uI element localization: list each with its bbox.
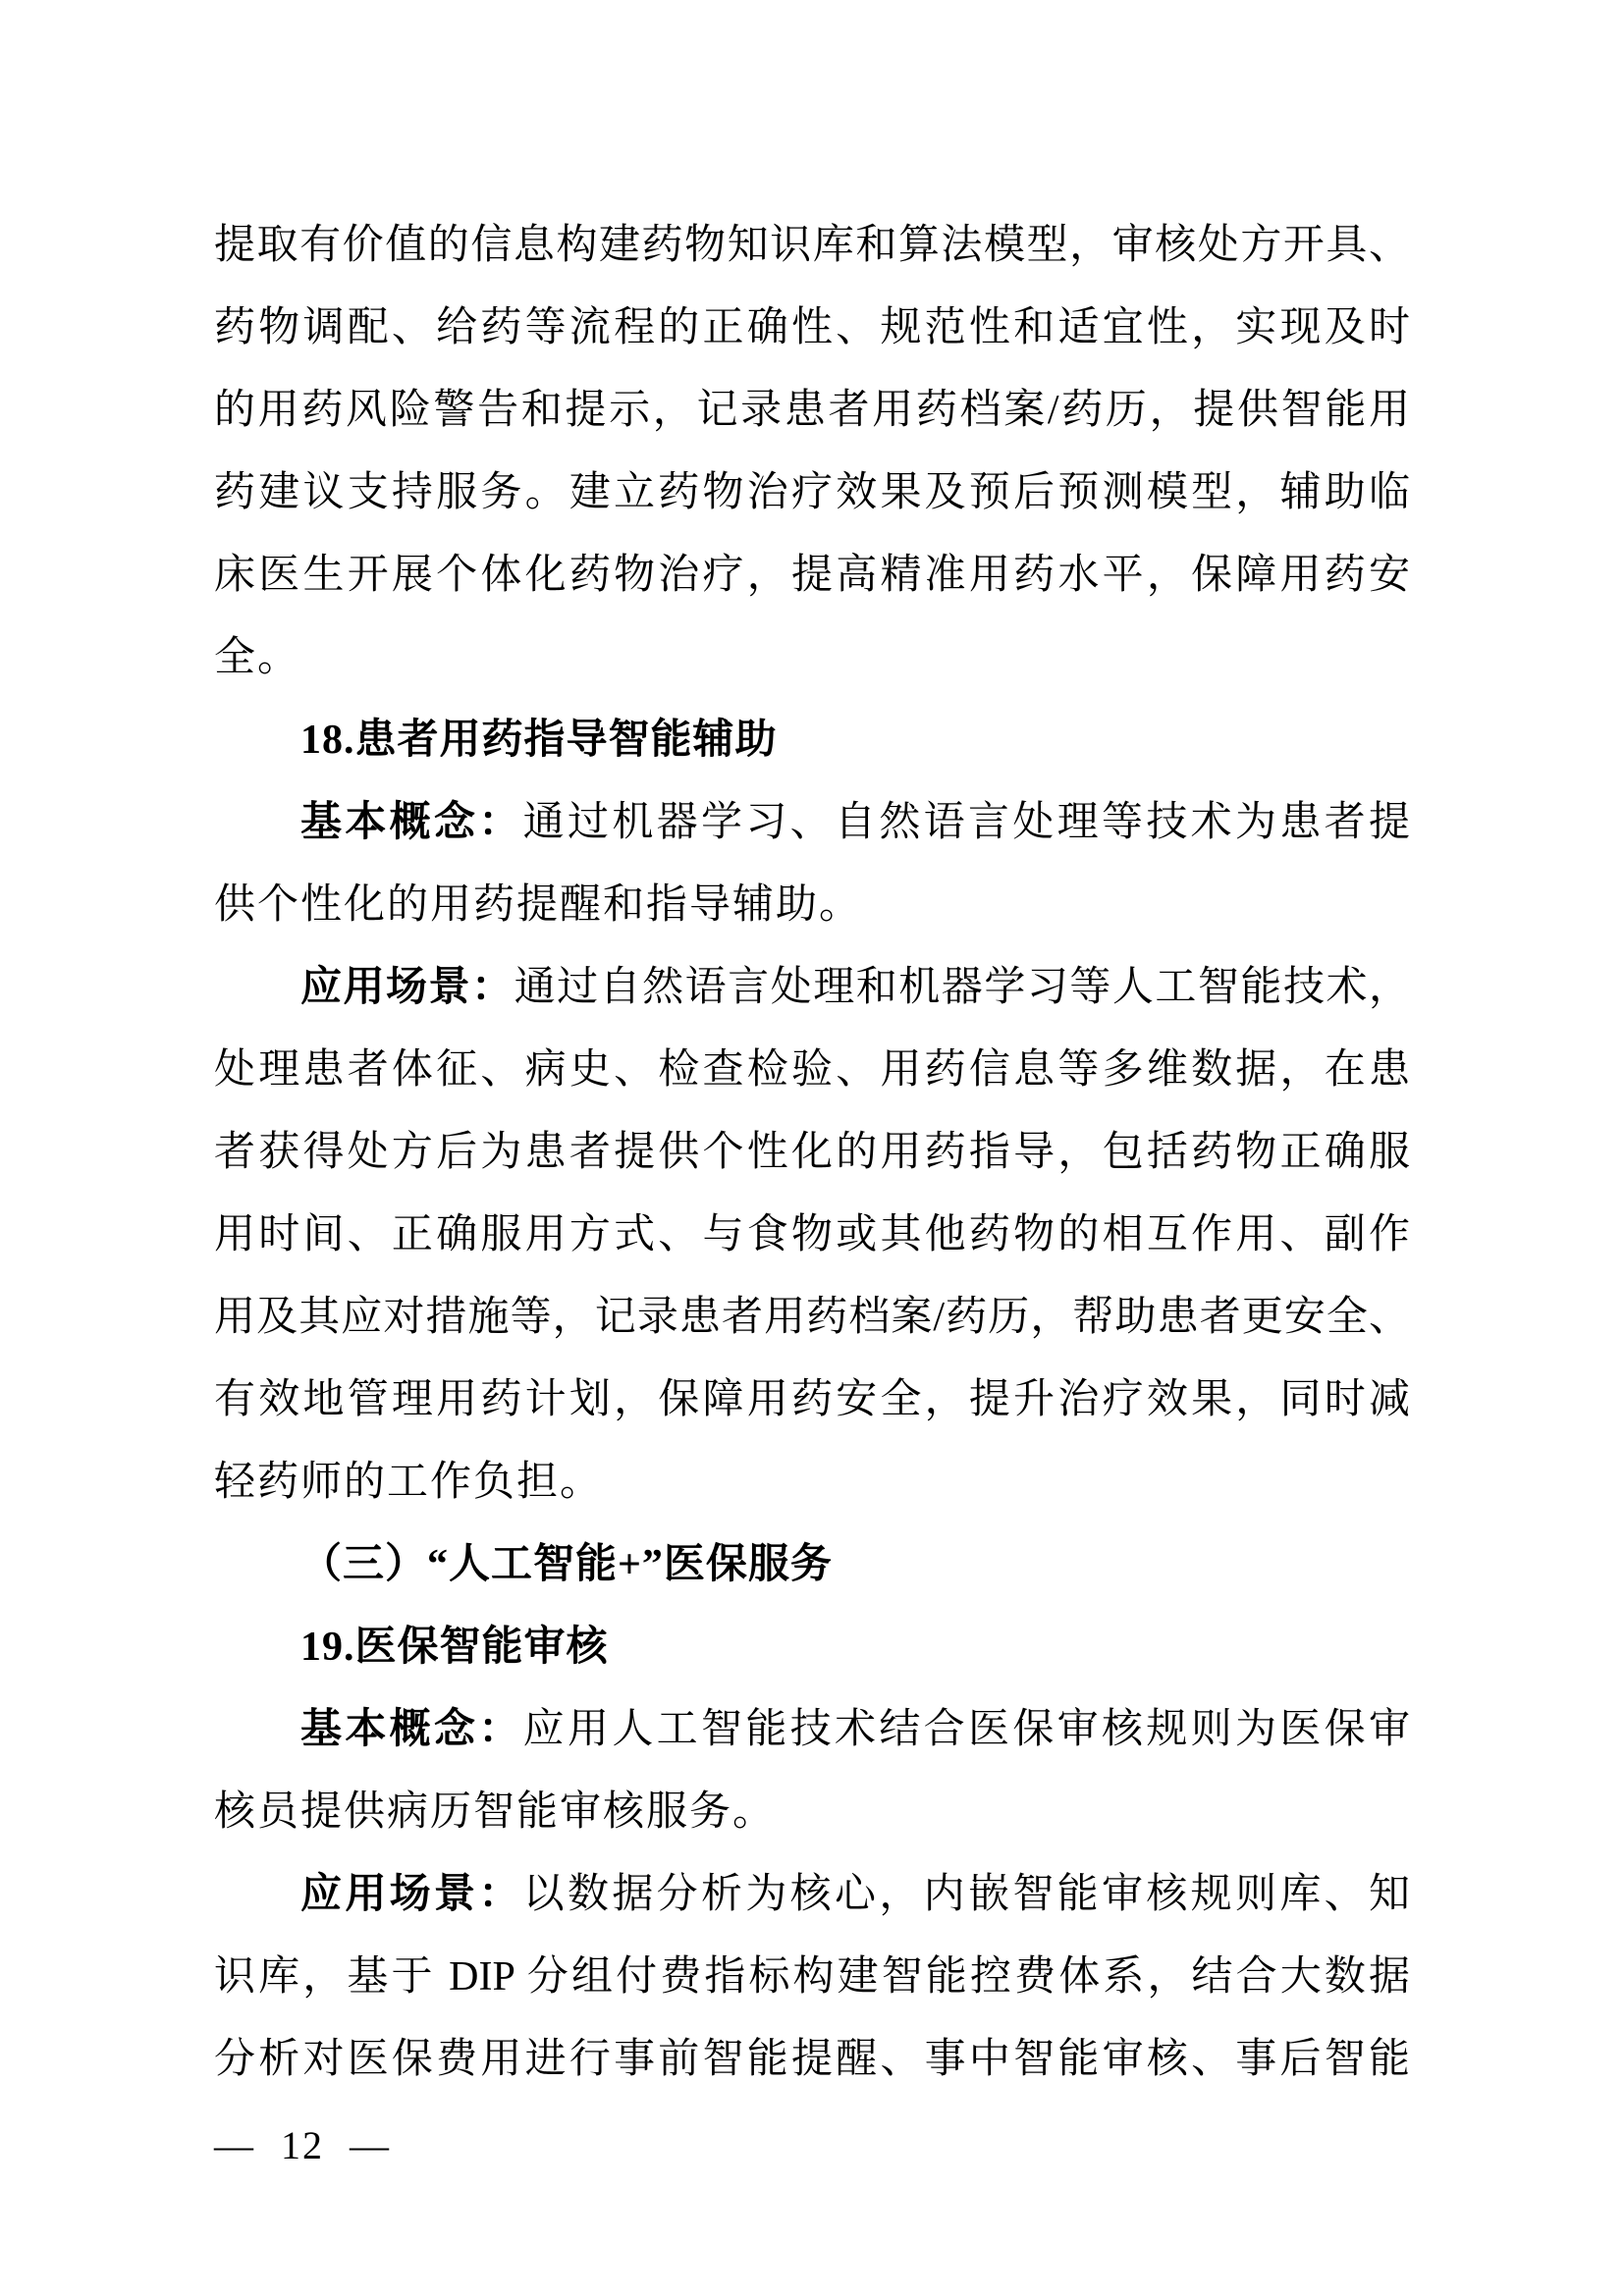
body-text: 通过机器学习、自然语言处理等技术为患者提: [522, 800, 1410, 845]
body-line: 的用药风险警告和提示，记录患者用药档案/药历，提供智能用: [214, 388, 1410, 433]
bold-label: 应用场景：: [300, 965, 514, 1010]
body-line: [214, 946, 1410, 1029]
body-line: [214, 781, 1410, 864]
bold-label: 应用场景：: [300, 1872, 523, 1917]
body-line: 轻药师的工作负担。: [214, 1460, 604, 1505]
body-line: 用时间、正确服用方式、与食物或其他药物的相互作用、副作: [214, 1212, 1410, 1257]
body-text: 应用人工智能技术结合医保审核规则为医保审: [522, 1707, 1410, 1752]
body-line: 者获得处方后为患者提供个性化的用药指导，包括药物正确服: [214, 1130, 1410, 1175]
body-line: 供个性化的用药提醒和指导辅助。: [214, 882, 863, 928]
body-line: 核员提供病历智能审核服务。: [214, 1789, 777, 1835]
body-line: 用及其应对措施等，记录患者用药档案/药历，帮助患者更安全、: [214, 1295, 1410, 1340]
body-line: 有效地管理用药计划，保障用药安全，提升治疗效果，同时减: [214, 1377, 1410, 1422]
body-line: 识库，基于 DIP 分组付费指标构建智能控费体系，结合大数据: [214, 1954, 1410, 2000]
body-line: [214, 1688, 1410, 1771]
body-line: 分析对医保费用进行事前智能提醒、事中智能审核、事后智能: [214, 2037, 1410, 2082]
body-line: 处理患者体征、病史、检查检验、用药信息等多维数据，在患: [214, 1047, 1410, 1093]
body-line: 药物调配、给药等流程的正确性、规范性和适宜性，实现及时: [214, 305, 1410, 350]
bold-label: 基本概念：: [300, 800, 523, 845]
body-line: 床医生开展个体化药物治疗，提高精准用药水平，保障用药安: [214, 553, 1410, 598]
body-line: 药建议支持服务。建立药物治疗效果及预后预测模型，辅助临: [214, 470, 1410, 515]
document-body: [214, 204, 1410, 2101]
numbered-heading-18: 18.患者用药指导智能辅助: [300, 718, 778, 763]
section-heading: （三）“人工智能+”医保服务: [300, 1542, 833, 1587]
numbered-heading-19: 19.医保智能审核: [300, 1625, 609, 1670]
bold-label: 基本概念：: [300, 1707, 523, 1752]
page-number-footer: — 12 —: [214, 2123, 391, 2167]
body-line: 全。: [214, 635, 301, 680]
body-text: 以数据分析为核心，内嵌智能审核规则库、知: [522, 1872, 1410, 1917]
body-line: 提取有价值的信息构建药物知识库和算法模型，审核处方开具、: [214, 223, 1410, 268]
body-line: [214, 1853, 1410, 1936]
body-text: 通过自然语言处理和机器学习等人工智能技术，: [514, 965, 1410, 1010]
